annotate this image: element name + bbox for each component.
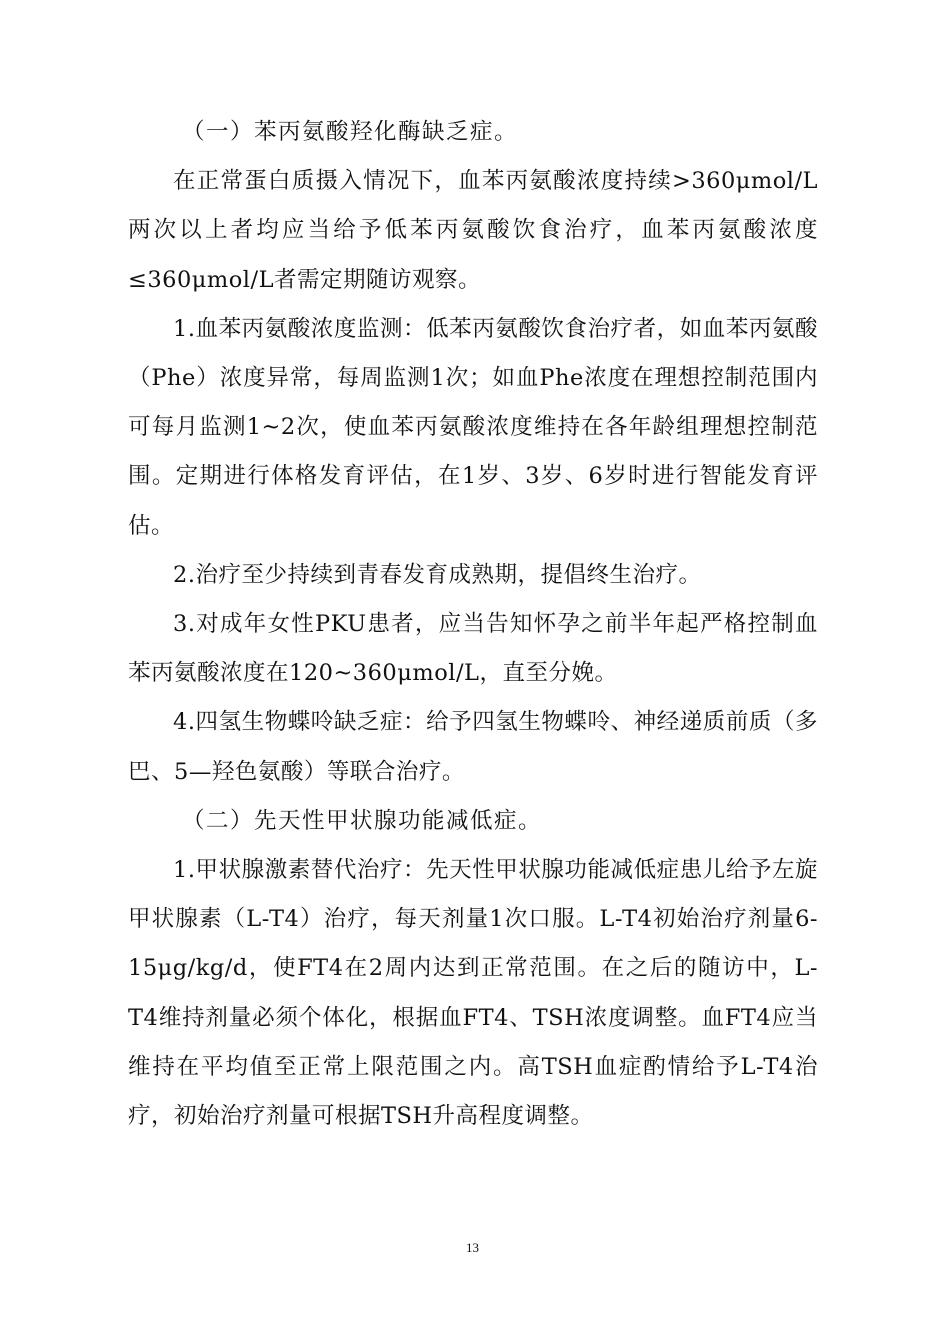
document-body [128, 108, 818, 1141]
paragraph-pku-item-1: 1.血苯丙氨酸浓度监测：低苯丙氨酸饮食治疗者，如血苯丙氨酸（Phe）浓度异常，每周监测1次；如血Phe浓度在理想控制范围内可每月监测1~2次，使血苯丙氨酸浓度维持在各年龄组理想控制范围。定期进行体格发育评估，在1岁、3岁、6岁时进行智能发育评估。 [128, 315, 818, 539]
paragraph-ch-item-1: 1.甲状腺激素替代治疗：先天性甲状腺功能减低症患儿给予左旋甲状腺素（L-T4）治疗，每天剂量1次口服。L-T4初始治疗剂量6-15μg/kg/d，使FT4在2周内达到正常范围。在之后的随访中，L-T4维持剂量必须个体化，根据血FT4、TSH浓度调整。血FT4应当维持在平均值至正常上限范围之内。高TSH血症酌情给予L-T4治疗，初始治疗剂量可根据TSH升高程度调整。 [128, 857, 818, 1130]
page-number: 13 [466, 1240, 479, 1255]
paragraph-pku-item-4: 4.四氢生物蝶呤缺乏症：给予四氢生物蝶呤、神经递质前质（多巴、5—羟色氨酸）等联合治疗。 [128, 709, 818, 785]
paragraph-pku-item-2: 2.治疗至少持续到青春发育成熟期，提倡终生治疗。 [173, 561, 702, 588]
paragraph-pku-item-3: 3.对成年女性PKU患者，应当告知怀孕之前半年起严格控制血苯丙氨酸浓度在120~360μmol/L，直至分娩。 [128, 611, 818, 687]
paragraph-pku-intro: 在正常蛋白质摄入情况下，血苯丙氨酸浓度持续>360μmol/L两次以上者均应当给予低苯丙氨酸饮食治疗，血苯丙氨酸浓度≤360μmol/L者需定期随访观察。 [128, 168, 818, 293]
section-heading-pku: （一）苯丙氨酸羟化酶缺乏症。 [182, 119, 519, 145]
section-heading-ch: （二）先天性甲状腺功能减低症。 [182, 807, 543, 834]
